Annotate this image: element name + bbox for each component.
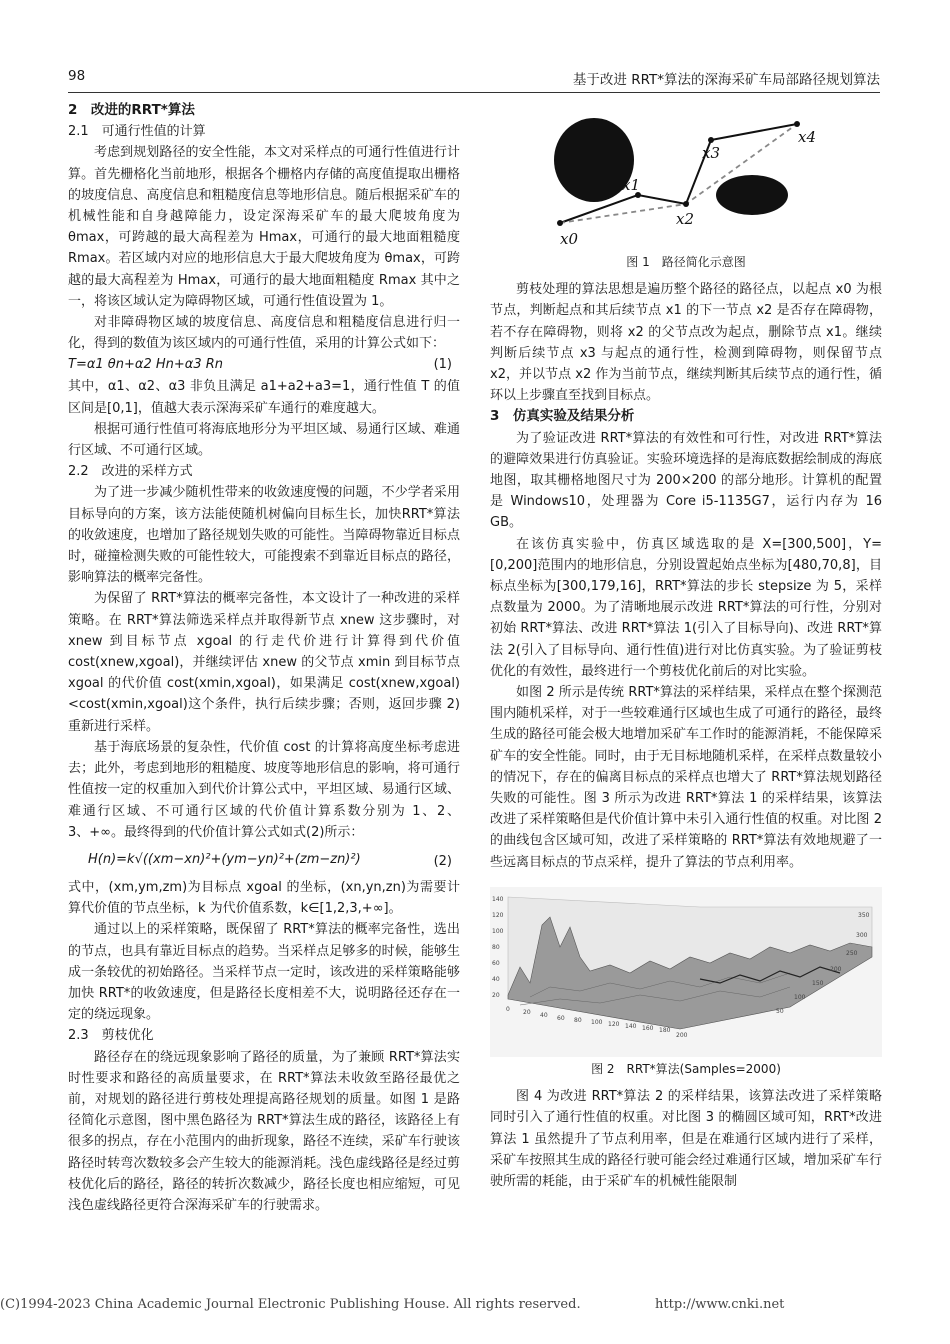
x-tick: 40 — [540, 1011, 548, 1019]
x-tick: 140 — [625, 1022, 637, 1030]
node-x0 — [557, 220, 563, 226]
right-column — [490, 100, 882, 1192]
y-tick: 80 — [492, 943, 500, 951]
paragraph: 考虑到规划路径的安全性能，本文对采样点的可通行性值进行计算。首先栅格化当前地形，根据各个栅格内存储的高度值提取出栅格的坡度信息、高度信息和粗糙度信息等地形信息。随后根据采矿车的机械性能和自身越障能力，设定深海采矿车的最大爬坡角度为 θmax，可跨越的最大高程差为 Hmax，可通行的最大地面粗糙度 Rmax。若区域内对应的地形信息大于最大爬坡角度为 θmax，可跨越的最大高程差为 Hmax，可通行的最大地面粗糙度 Rmax 其中之一，将该区域认定为障碍物区域，可通行性值设置为 1。 — [68, 145, 460, 309]
obstacle-right — [716, 175, 788, 215]
label-x2: x2 — [676, 210, 695, 228]
equation-2 — [68, 845, 460, 875]
paragraph: 式中，(xm,ym,zm)为目标点 xgoal 的坐标，(xn,yn,zn)为需要计算代价值的节点坐标，k 为代价值系数，k∈[1,2,3,+∞]。 — [68, 879, 460, 917]
label-x4: x4 — [798, 128, 817, 146]
x-tick: 20 — [523, 1008, 531, 1016]
paragraph: 对非障碍物区域的坡度信息、高度信息和粗糙度信息进行归一化，得到的数值为该区域内的可通行性值，采用的计算公式如下： — [68, 315, 460, 352]
paragraph: 图 4 为改进 RRT*算法 2 的采样结果，该算法改进了采样策略同时引入了通行性值的权重。对比图 3 的椭圆区域可知，RRT*改进算法 1 虽然提升了节点利用率，但是在难通行区域内进行了采样，采矿车按照其生成的路径行驶可能会经过难通行区域，增加采矿车行驶所需的耗能，由于采矿车的机械性能限制 — [490, 1089, 882, 1189]
x-tick: 200 — [676, 1031, 688, 1039]
paragraph: 剪枝处理的算法思想是遍历整个路径的路径点，以起点 x0 为根节点，判断起点和其后续节点 x1 的下一节点 x2 是否存在障碍物，若不存在障碍物，则将 x2 的父节点改为起点，删除节点 x1。继续判断后续节点 x3 与起点的通行性，检测到障碍物，则保留节点 x2，并以节点 x2 作为当前节点，继续判断其后续节点的通行性，循环以上步骤直至找到目标点。 — [490, 282, 882, 404]
cnki-link[interactable]: http://www.cnki.net — [655, 1297, 785, 1312]
label-x0: x0 — [560, 230, 579, 248]
paragraph: 为保留了 RRT*算法的概率完备性，本文设计了一种改进的采样策略。在 RRT*算法筛选采样点并取得新节点 xnew 这步骤时，对 xnew 到目标节点 xgoal 的行走代价进行计算得到代价值 cost(xnew,xgoal)，并继续评估 xnew 的父节点 xmin 到目标节点 xgoal 的代价值 cost(xmin,xgoal)，如果满足 cost(xnew,xgoal)<cost(xmin,xgoal)这个条件，执行后续步骤；否则，返回步骤 2)重新进行采样。 — [68, 591, 460, 734]
section-3-heading: 3 仿真实验及结果分析 — [490, 408, 635, 425]
y-tick: 20 — [492, 991, 500, 999]
equation-1-expr: T=α1 θn+α2 Hn+α3 Rn — [68, 357, 224, 373]
x-tick: 80 — [574, 1016, 582, 1024]
subsection-2-3-heading: 2.3 剪枝优化 — [68, 1028, 154, 1044]
figure-1-caption: 图 1 路径简化示意图 — [626, 255, 746, 269]
x-tick: 120 — [608, 1020, 620, 1028]
figure-2 — [490, 887, 882, 1057]
z-tick: 350 — [858, 911, 870, 919]
y-tick: 140 — [492, 895, 504, 903]
y-tick: 100 — [492, 927, 504, 935]
paragraph: 根据可通行性值可将海底地形分为平坦区域、易通行区域、难通行区域、不可通行区域。 — [68, 421, 460, 459]
paragraph: 为了验证改进 RRT*算法的有效性和可行性，对改进 RRT*算法的避障效果进行仿真验证。实验环境选择的是海底数据绘制成的海底地图，取其栅格地图尺寸为 200×200 的部分地形。计算机的配置是 Windows10，处理器为 Core i5-1135G7，运行内存为 16 GB。 — [490, 430, 882, 531]
section-2-heading: 2 改进的RRT*算法 — [68, 102, 195, 118]
subsection-2-2-heading: 2.2 改进的采样方式 — [68, 464, 193, 480]
node-x2 — [683, 201, 689, 207]
paragraph: 通过以上的采样策略，既保留了 RRT*算法的概率完备性，选出的节点，也具有靠近目标点的趋势。当采样点足够多的时候，能够生成一条较优的初始路径。当采样节点一定时，该改进的采样策略能够加快 RRT*的收敛速度，但是路径长度相差不大，说明路径还存在一定的绕远现象。 — [68, 922, 460, 1023]
equation-1 — [68, 354, 460, 376]
paragraph: 为了进一步减少随机性带来的收敛速度慢的问题，不少学者采用目标导向的方案，该方法能使随机树偏向目标生长，加快RRT*算法的收敛速度，也增加了路径规划失败的可能性。当障碍物靠近目标点时，碰撞检测失败的可能性较大，可能搜索不到靠近目标点的路径，影响算法的概率完备性。 — [68, 485, 460, 586]
z-tick: 100 — [794, 993, 806, 1001]
paragraph: 如图 2 所示是传统 RRT*算法的采样结果，采样点在整个探测范围内随机采样，对于一些较难通行区域也生成了可通行的路径，最终生成的路径可能会极大地增加采矿车工作时的能源消耗，不能保障采矿车的安全性能。同时，由于无目标地随机采样，在采样点数量较小的情况下，存在的偏离目标点的采样点也增大了 RRT*算法规划路径失败的可能性。图 3 所示为改进 RRT*算法 1 的采样结果，该算法改进了采样策略但是代价值计算中未引入通行性值的权重。对比图 2 的曲线包含区域可知，改进了采样策略的 RRT*算法有效地规避了一些远离目标点的节点采样，提升了算法的节点利用率。 — [490, 685, 882, 870]
y-tick: 40 — [492, 975, 500, 983]
copyright-notice: (C)1994-2023 China Academic Journal Electronic Publishing House. All rights reserved. — [0, 1297, 581, 1312]
left-column — [68, 100, 460, 1216]
running-title: 基于改进 RRT*算法的深海采矿车局部路径规划算法 — [572, 72, 880, 88]
node-x3 — [708, 137, 714, 143]
paragraph: 路径存在的绕远现象影响了路径的质量，为了兼顾 RRT*算法实时性要求和路径的高质量要求，在 RRT*算法未收敛至路径最优之前，对规划的路径进行剪枝处理提高路径规划的质量。如图 1 是路径简化示意图，图中黑色路径为 RRT*算法生成的路径，该路径上有很多的拐点，存在小范围内的曲折现象，路径不连续，采矿车行驶该路径时转弯次数较多会产生较大的能源消耗。浅色虚线路径是经过剪枝优化后的路径，路径的转折次数减少，路径长度也相应缩短，可见浅色虚线路径更符合深海采矿车的行驶需求。 — [68, 1049, 460, 1213]
paragraph: 在该仿真实验中，仿真区域选取的是 X=[300,500]，Y=[0,200]范围内的地形信息，分别设置起始点坐标为[480,70,8]，目标点坐标为[300,179,16]，RRT*算法的步长 stepsize 为 5，采样点数量为 2000。为了清晰地展示改进 RRT*算法的可行性，分别对初始 RRT*算法、改进 RRT*算法 1(引入了目标导向)、改进 RRT*算法 2(引入了目标导向、通行性值)进行对比仿真实验。为了验证剪枝优化的有效性，最终进行一个剪枝优化前后的对比实验。 — [490, 536, 882, 679]
paragraph: 基于海底场景的复杂性，代价值 cost 的计算将高度坐标考虑进去；此外，考虑到地形的粗糙度、坡度等地形信息的影响，将可通行性值按一定的权重加入到代价计算公式中，平坦区域、易通行区域、难通行区域、不可通行区域的代价值计算系数分别为 1、2、3、+∞。最终得到的代价值计算公式如式(2)所示： — [68, 739, 460, 840]
z-tick: 150 — [812, 979, 824, 987]
label-x3: x3 — [702, 144, 721, 162]
subsection-2-1-heading: 2.1 可通行性值的计算 — [68, 124, 206, 140]
z-tick: 50 — [776, 1007, 784, 1015]
equation-2-number: (2) — [433, 853, 452, 869]
page-header — [68, 68, 880, 90]
header-rule — [68, 92, 880, 93]
label-x1: x1 — [622, 176, 641, 194]
figure-1 — [490, 100, 882, 250]
x-tick: 160 — [642, 1024, 654, 1032]
z-tick: 300 — [856, 931, 868, 939]
z-tick: 200 — [830, 965, 842, 973]
figure-2-caption: 图 2 RRT*算法(Samples=2000) — [591, 1061, 781, 1076]
equation-1-number: (1) — [433, 357, 452, 373]
x-tick: 0 — [506, 1005, 510, 1013]
terrain-3d-plot — [490, 887, 882, 1057]
page-number: 98 — [68, 68, 86, 84]
node-x4 — [794, 121, 800, 127]
y-tick: 120 — [492, 911, 504, 919]
y-tick: 60 — [492, 959, 500, 967]
z-tick: 250 — [846, 949, 858, 957]
equation-2-expr: H(n)=k√((xm−xn)²+(ym−yn)²+(zm−zn)²) — [88, 851, 361, 867]
path-simplification-diagram — [490, 100, 882, 250]
paragraph: 其中，α1、α2、α3 非负且满足 a1+a2+a3=1，通行性值 T 的值区间是[0,1]，值越大表示深海采矿车通行的难度越大。 — [68, 379, 460, 416]
x-tick: 60 — [557, 1014, 565, 1022]
x-tick: 100 — [591, 1018, 603, 1026]
x-tick: 180 — [659, 1026, 671, 1034]
